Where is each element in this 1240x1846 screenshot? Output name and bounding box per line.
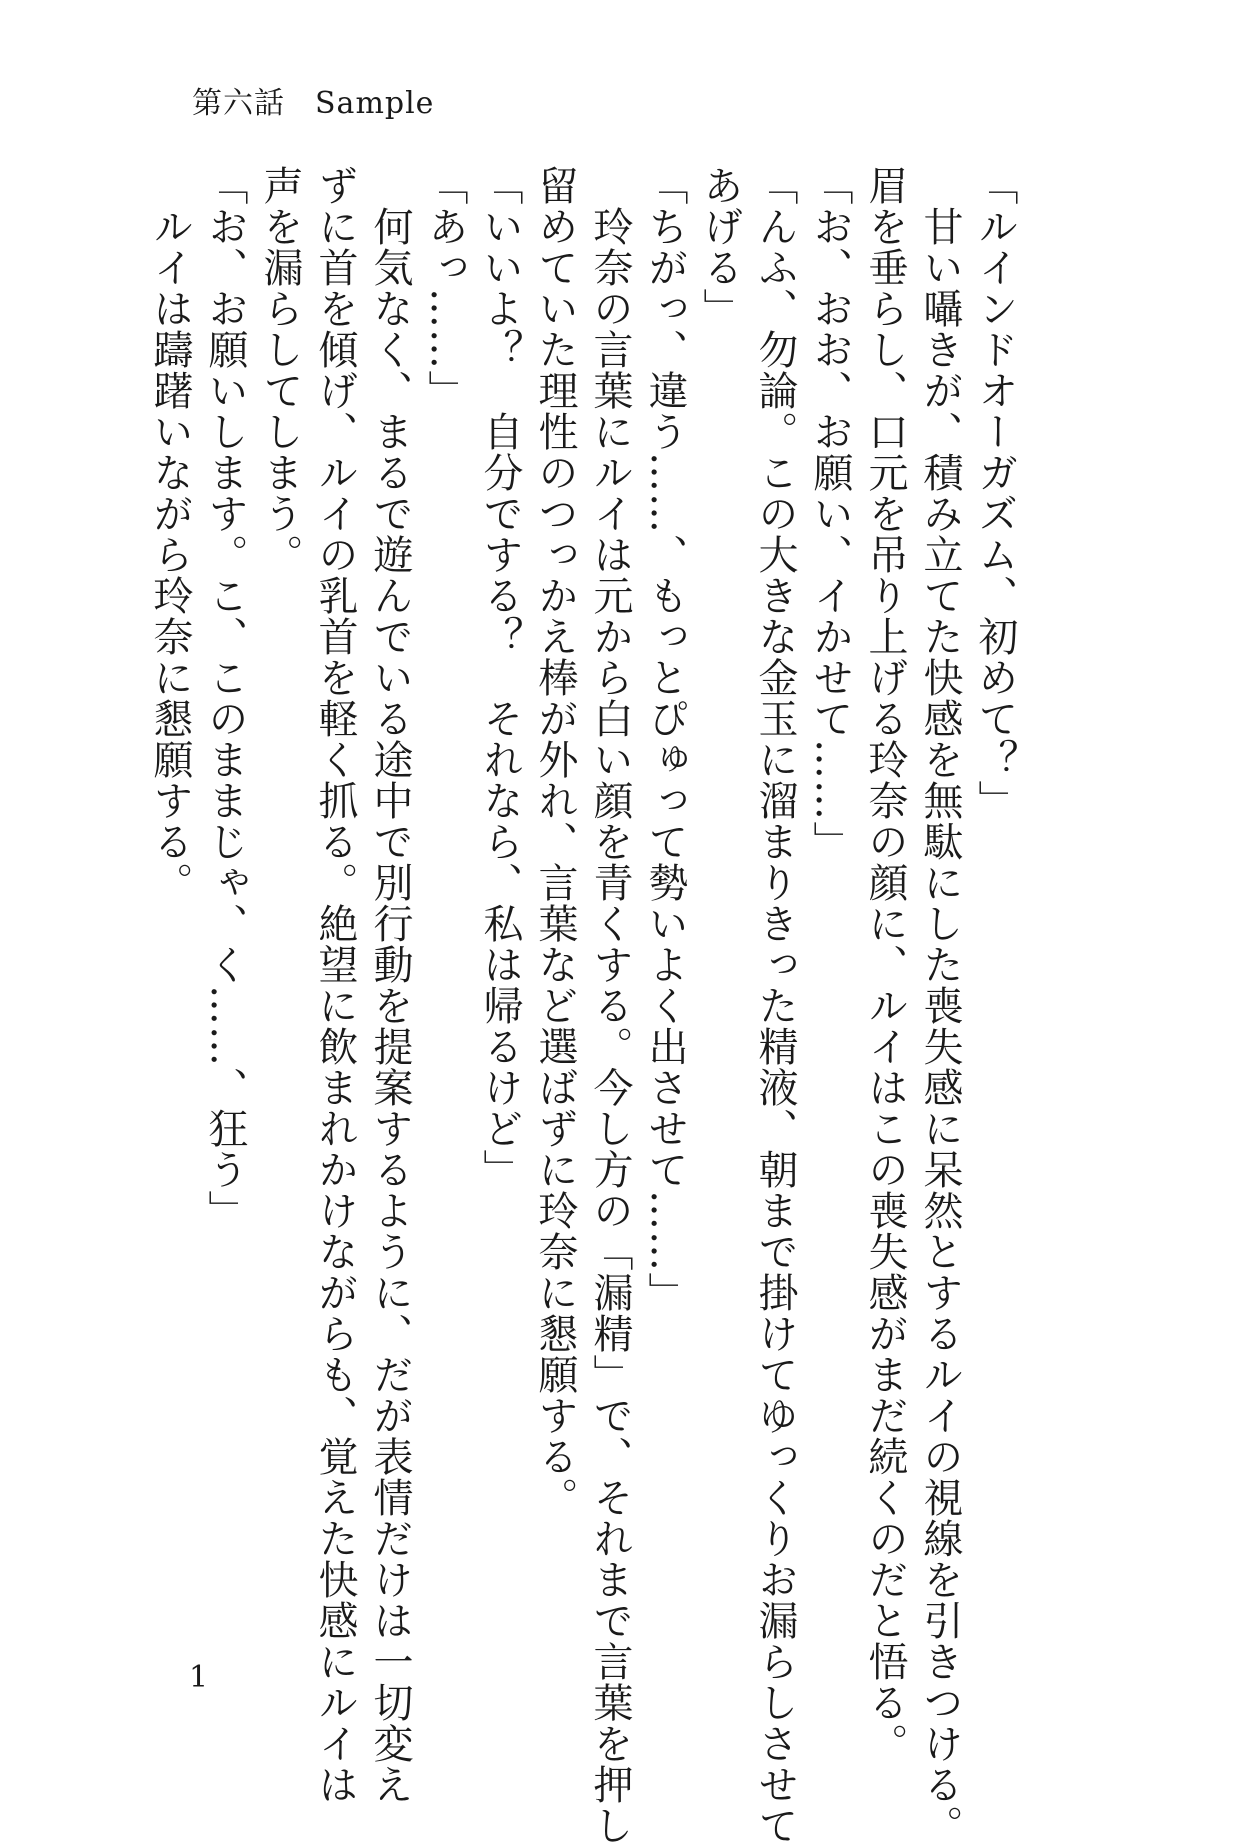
text-line: 「お、おお、お願い、イかせて……」 xyxy=(807,165,853,862)
text-line: 「んふ、勿論。この大きな金玉に溜まりきった精液、朝まで掛けてゆっくりお漏らしさせて xyxy=(752,165,798,1846)
text-line: 眉を垂らし、口元を吊り上げる玲奈の顔に、ルイはこの喪失感がまだ続くのだと悟る。 xyxy=(862,165,908,1764)
text-line: 甘い囁きが、積み立てた快感を無駄にした喪失感に呆然とするルイの視線を引きつける。 xyxy=(917,165,963,1846)
text-line: 声を漏らしてしまう。 xyxy=(257,165,303,575)
text-line: 「ちがっ、違う……、もっとぴゅって勢いよく出させて……」 xyxy=(642,165,688,1313)
text-line: 何気なく、まるで遊んでいる途中で別行動を提案するように、だが表情だけは一切変え xyxy=(367,165,413,1805)
chapter-title: 第六話 xyxy=(192,86,285,121)
sample-label: Sample xyxy=(315,86,435,121)
vertical-text-body xyxy=(142,165,1022,1846)
text-line: 留めていた理性のつっかえ棒が外れ、言葉など選ばずに玲奈に懇願する。 xyxy=(532,165,578,1518)
text-line: 「いいよ？ 自分でする？ それなら、私は帰るけど」 xyxy=(477,165,523,1190)
chapter-header xyxy=(192,78,434,122)
text-line: 「ルインドオーガズム、初めて？」 xyxy=(972,165,1018,821)
text-line: あげる」 xyxy=(697,165,743,329)
page-number: 1 xyxy=(189,1660,209,1695)
text-line: 「お、お願いします。こ、このままじゃ、く……、狂う」 xyxy=(202,165,248,1231)
text-line: 「あっ……」 xyxy=(422,165,468,411)
text-line: ずに首を傾げ、ルイの乳首を軽く抓る。絶望に飲まれかけながらも、覚えた快感にルイは xyxy=(312,165,358,1805)
text-line: ルイは躊躇いながら玲奈に懇願する。 xyxy=(147,165,193,903)
text-line: 玲奈の言葉にルイは元から白い顔を青くする。今し方の「漏精」で、それまで言葉を押し xyxy=(587,165,633,1846)
